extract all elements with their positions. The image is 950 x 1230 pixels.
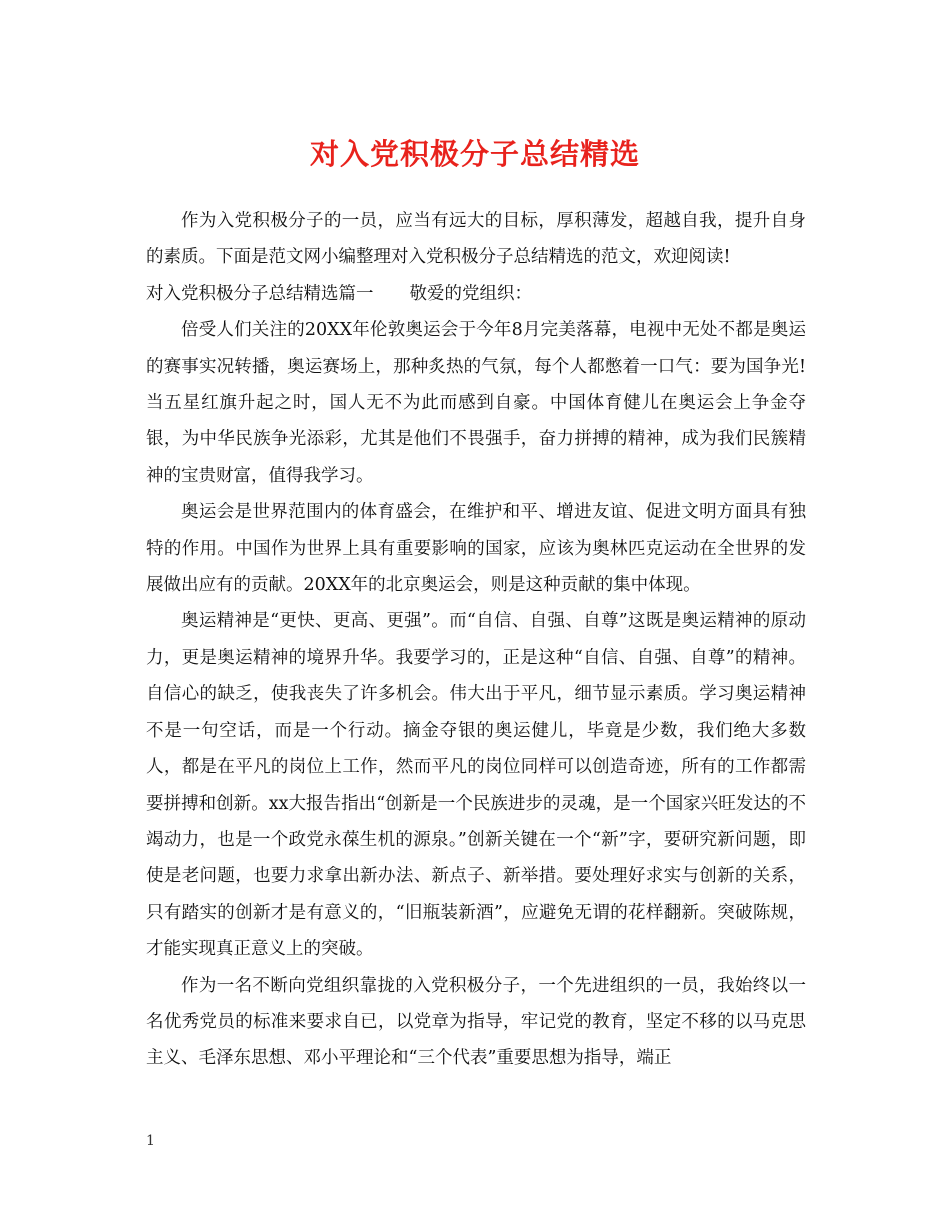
body-paragraph-4: 作为一名不断向党组织靠拢的入党积极分子，一个先进组织的一员，我始终以一名优秀党员的标准来要求自已，以党章为指导，牢记党的教育，坚定不移的以马克思主义、毛泽东思想、邓小平理论和“三个代表”重要思想为指导，端正 <box>146 975 806 1069</box>
document-title: 对入党积极分子总结精选 <box>309 137 640 171</box>
salutation: 敬爱的党组织： <box>409 283 532 304</box>
document-body <box>146 203 806 1077</box>
page-number: 1 <box>146 1133 155 1149</box>
body-paragraph-2: 奥运会是世界范围内的体育盛会，在维护和平、增进友谊、促进文明方面具有独特的作用。中国作为世界上具有重要影响的国家，应该为奥林匹克运动在全世界的发展做出应有的贡献。20XX年的北京奥运会，则是这种贡献的集中体现。 <box>146 502 806 596</box>
section-heading: 对入党积极分子总结精选篇一 <box>146 283 374 304</box>
body-paragraph-3: 奥运精神是“更快、更高、更强”。而“自信、自强、自尊”这既是奥运精神的原动力，更是奥运精神的境界升华。我要学习的，正是这种“自信、自强、自尊”的精神。自信心的缺乏，使我丧失了许多机会。伟大出于平凡，细节显示素质。学习奥运精神不是一句空话，而是一个行动。摘金夺银的奥运健儿，毕竟是少数，我们绝大多数人，都是在平凡的岗位上工作，然而平凡的岗位同样可以创造奇迹，所有的工作都需要拼搏和创新。xx大报告指出“创新是一个民族进步的灵魂，是一个国家兴旺发达的不竭动力，也是一个政党永葆生机的源泉。”创新关键在一个“新”字，要研究新问题，即使是老问题，也要力求拿出新办法、新点子、新举措。要处理好求实与创新的关系，只有踏实的创新才是有意义的，“旧瓶装新酒”，应避免无谓的花样翻新。突破陈规，才能实现真正意义上的突破。 <box>146 611 806 960</box>
section-heading-line <box>146 276 806 312</box>
intro-paragraph: 作为入党积极分子的一员，应当有远大的目标，厚积薄发，超越自我，提升自身的素质。下面是范文网小编整理对入党积极分子总结精选的范文，欢迎阅读! <box>146 211 806 268</box>
body-paragraph-1: 倍受人们关注的20XX年伦敦奥运会于今年8月完美落幕，电视中无处不都是奥运的赛事实况转播，奥运赛场上，那种炙热的气氛，每个人都憋着一口气：要为国争光!当五星红旗升起之时，国人无不为此而感到自豪。中国体育健儿在奥运会上争金夺银，为中华民族争光添彩，尤其是他们不畏强手，奋力拼搏的精神，成为我们民簇精神的宝贵财富，值得我学习。 <box>146 320 806 486</box>
